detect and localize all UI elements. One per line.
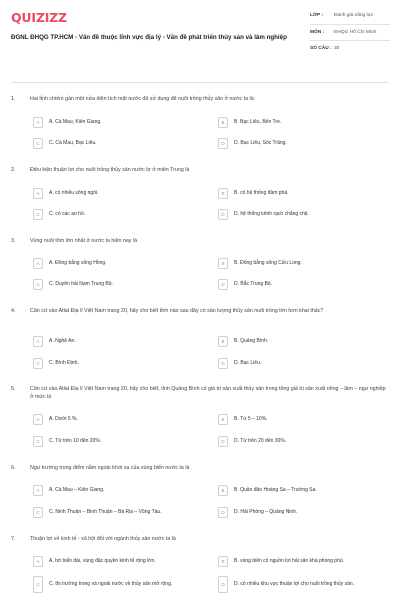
option-text: C. có các ao hồ. <box>49 211 86 218</box>
option-text: A. Đồng bằng sông Hồng. <box>49 260 107 267</box>
option-text: C. thị trường trong và ngoài nước về thủy sản mở rộng. <box>49 581 173 588</box>
info-row-mon <box>310 30 390 37</box>
option-a[interactable] <box>33 414 213 425</box>
option-text: C. Từ trên 10 đến 20%. <box>49 438 102 445</box>
option-b[interactable] <box>218 336 389 347</box>
option-text: B. Bạc Liêu, Bến Tre. <box>234 119 282 126</box>
option-text: B. Đồng bằng sông Cửu Long. <box>234 260 302 267</box>
option-b[interactable] <box>218 188 389 199</box>
option-letter: C <box>33 576 43 593</box>
option-c[interactable] <box>33 436 213 447</box>
option-b[interactable] <box>218 556 389 567</box>
option-a[interactable] <box>33 485 213 496</box>
lop-value: Đánh giá năng lực <box>334 13 374 18</box>
question-text: Thuận lợi về kinh tế - xã hội đối với ngành thủy sản nước ta là <box>30 536 176 542</box>
option-letter: B <box>218 556 228 567</box>
question-number: 6. <box>11 465 16 471</box>
question-text: Vùng nuôi tôm lớn nhất ở nước ta hiện nay là <box>30 238 138 244</box>
option-letter: B <box>218 188 228 199</box>
option-text: D. Hải Phòng – Quảng Ninh. <box>234 509 298 516</box>
question-7 <box>11 535 389 543</box>
option-letter: A <box>33 188 43 199</box>
option-letter: D <box>218 279 228 290</box>
option-letter: D <box>218 436 228 447</box>
question-number: 2. <box>11 167 16 173</box>
option-text: A. có nhiều sông ngòi. <box>49 190 99 197</box>
info-row-lop <box>310 13 390 20</box>
question-text: Căn cứ vào Atlat Địa lí Việt Nam trang 20, hãy cho biết tỉnh nào sau đây có sản lượng thủy sản nuôi trồng lớn hơn khai thác? <box>30 308 324 314</box>
option-text: D. hệ thống kênh rạch chằng chịt. <box>234 211 309 218</box>
option-c[interactable] <box>33 209 213 220</box>
option-letter: D <box>218 138 228 149</box>
socau-label: SỐ CÂU : <box>310 46 332 51</box>
info-divider <box>310 24 390 25</box>
option-a[interactable] <box>33 188 213 199</box>
option-text: B. Từ 5 – 10%. <box>234 416 268 423</box>
option-d[interactable] <box>218 209 389 220</box>
quizizz-logo: QUIZIZZ <box>11 10 67 25</box>
header-divider <box>11 82 389 83</box>
option-text: D. Từ trên 20 đến 30%. <box>234 438 287 445</box>
question-text: Căn cứ vào Atlat Địa lí Việt Nam trang 20, hãy cho biết, tỉnh Quảng Bình có giá trị sản xuất thủy sản trong tổng giá trị sản xuất nông – lâm – ngư nghiệp ở mức là <box>30 386 386 400</box>
question-5 <box>11 385 389 401</box>
option-text: D. Bắc Trung Bộ. <box>234 281 273 288</box>
option-letter: D <box>218 576 228 593</box>
question-number: 1. <box>11 96 16 102</box>
question-text: Ngư trường trọng điểm nằm ngoài khơi xa của vùng biển nước ta là <box>30 465 190 471</box>
option-text: D. Bạc Liêu, Sóc Trăng. <box>234 140 287 147</box>
socau-value: 30 <box>334 46 340 51</box>
question-number: 5. <box>11 386 16 392</box>
option-letter: A <box>33 485 43 496</box>
option-text: B. Quảng Bình. <box>234 338 269 345</box>
option-text: A. Dưới 5 %. <box>49 416 78 423</box>
question-number: 3. <box>11 238 16 244</box>
question-2 <box>11 166 389 174</box>
lop-label: LỚP : <box>310 13 324 18</box>
option-text: C. Duyên hải Nam Trung Bộ. <box>49 281 113 288</box>
option-d[interactable] <box>218 436 389 447</box>
option-text: C. Cà Mau, Bạc Liêu. <box>49 140 97 147</box>
option-text: D. Bạc Liêu. <box>234 360 262 367</box>
option-text: A. bờ biển dài, vùng đặc quyền kinh tế rộng lớn. <box>49 558 156 565</box>
option-text: A. Nghệ An. <box>49 338 76 345</box>
question-6 <box>11 464 389 472</box>
option-c[interactable] <box>33 279 213 290</box>
option-d[interactable] <box>218 507 389 518</box>
question-text: Điều kiện thuận lợi cho nuôi trồng thủy sản nước lợ ở miền Trung là <box>30 167 190 173</box>
option-letter: A <box>33 414 43 425</box>
option-b[interactable] <box>218 258 389 269</box>
question-3 <box>11 237 389 245</box>
option-letter: C <box>33 138 43 149</box>
option-letter: D <box>218 358 228 369</box>
question-text: Hai tỉnh chiếm gần một nửa diện tích mặt nước đã sử dụng để nuôi trồng thủy sản ở nước ta là: <box>30 96 256 102</box>
option-letter: B <box>218 485 228 496</box>
option-text: B. vùng biển có nguồn lợi hải sản khá phong phú. <box>234 558 345 565</box>
option-letter: C <box>33 209 43 220</box>
option-letter: C <box>33 358 43 369</box>
option-text: B. có hệ thống đầm phá. <box>234 190 289 197</box>
option-d[interactable] <box>218 358 389 369</box>
option-d[interactable] <box>218 576 389 593</box>
option-letter: B <box>218 258 228 269</box>
option-letter: C <box>33 436 43 447</box>
info-row-socau <box>310 46 390 53</box>
question-1 <box>11 95 389 103</box>
mon-value: ĐHQG Hồ Chí Minh <box>334 29 377 35</box>
option-text: D. có nhiều khu vực thuận lợi cho nuôi trồng thủy sản. <box>234 581 355 588</box>
option-text: A. Cà Mau, Kiên Giang. <box>49 119 102 126</box>
question-number: 7. <box>11 536 16 542</box>
option-text: C. Ninh Thuận – Bình Thuận – Bà Rịa – Vũng Tàu. <box>49 509 162 516</box>
option-c[interactable] <box>33 576 213 593</box>
option-letter: A <box>33 336 43 347</box>
option-letter: D <box>218 209 228 220</box>
option-letter: A <box>33 258 43 269</box>
option-a[interactable] <box>33 556 213 567</box>
info-divider <box>310 40 390 41</box>
option-letter: B <box>218 414 228 425</box>
option-letter: A <box>33 117 43 128</box>
option-b[interactable] <box>218 117 389 128</box>
option-letter: C <box>33 279 43 290</box>
mon-label: MÔN : <box>310 29 325 35</box>
option-a[interactable] <box>33 117 213 128</box>
option-text: C. Bình Định. <box>49 360 79 367</box>
option-text: A. Cà Mau – Kiên Giang. <box>49 487 105 494</box>
quiz-info-panel <box>310 13 390 53</box>
option-d[interactable] <box>218 138 389 149</box>
option-a[interactable] <box>33 336 213 347</box>
question-4 <box>11 307 389 315</box>
option-b[interactable] <box>218 485 389 496</box>
option-c[interactable] <box>33 358 213 369</box>
option-letter: C <box>33 507 43 518</box>
question-number: 4. <box>11 308 16 314</box>
option-letter: B <box>218 336 228 347</box>
option-b[interactable] <box>218 414 389 425</box>
option-text: B. Quần đảo Hoàng Sa – Trường Sa. <box>234 487 317 494</box>
option-c[interactable] <box>33 138 213 149</box>
option-a[interactable] <box>33 258 213 269</box>
option-letter: A <box>33 556 43 567</box>
option-d[interactable] <box>218 279 389 290</box>
page-title: ĐGNL ĐHQG TP.HCM - Vấn đề thuộc lĩnh vực địa lý - Vấn đề phát triển thủy sản và lâm nghiệp <box>11 34 287 41</box>
option-letter: B <box>218 117 228 128</box>
option-letter: D <box>218 507 228 518</box>
option-c[interactable] <box>33 507 213 518</box>
